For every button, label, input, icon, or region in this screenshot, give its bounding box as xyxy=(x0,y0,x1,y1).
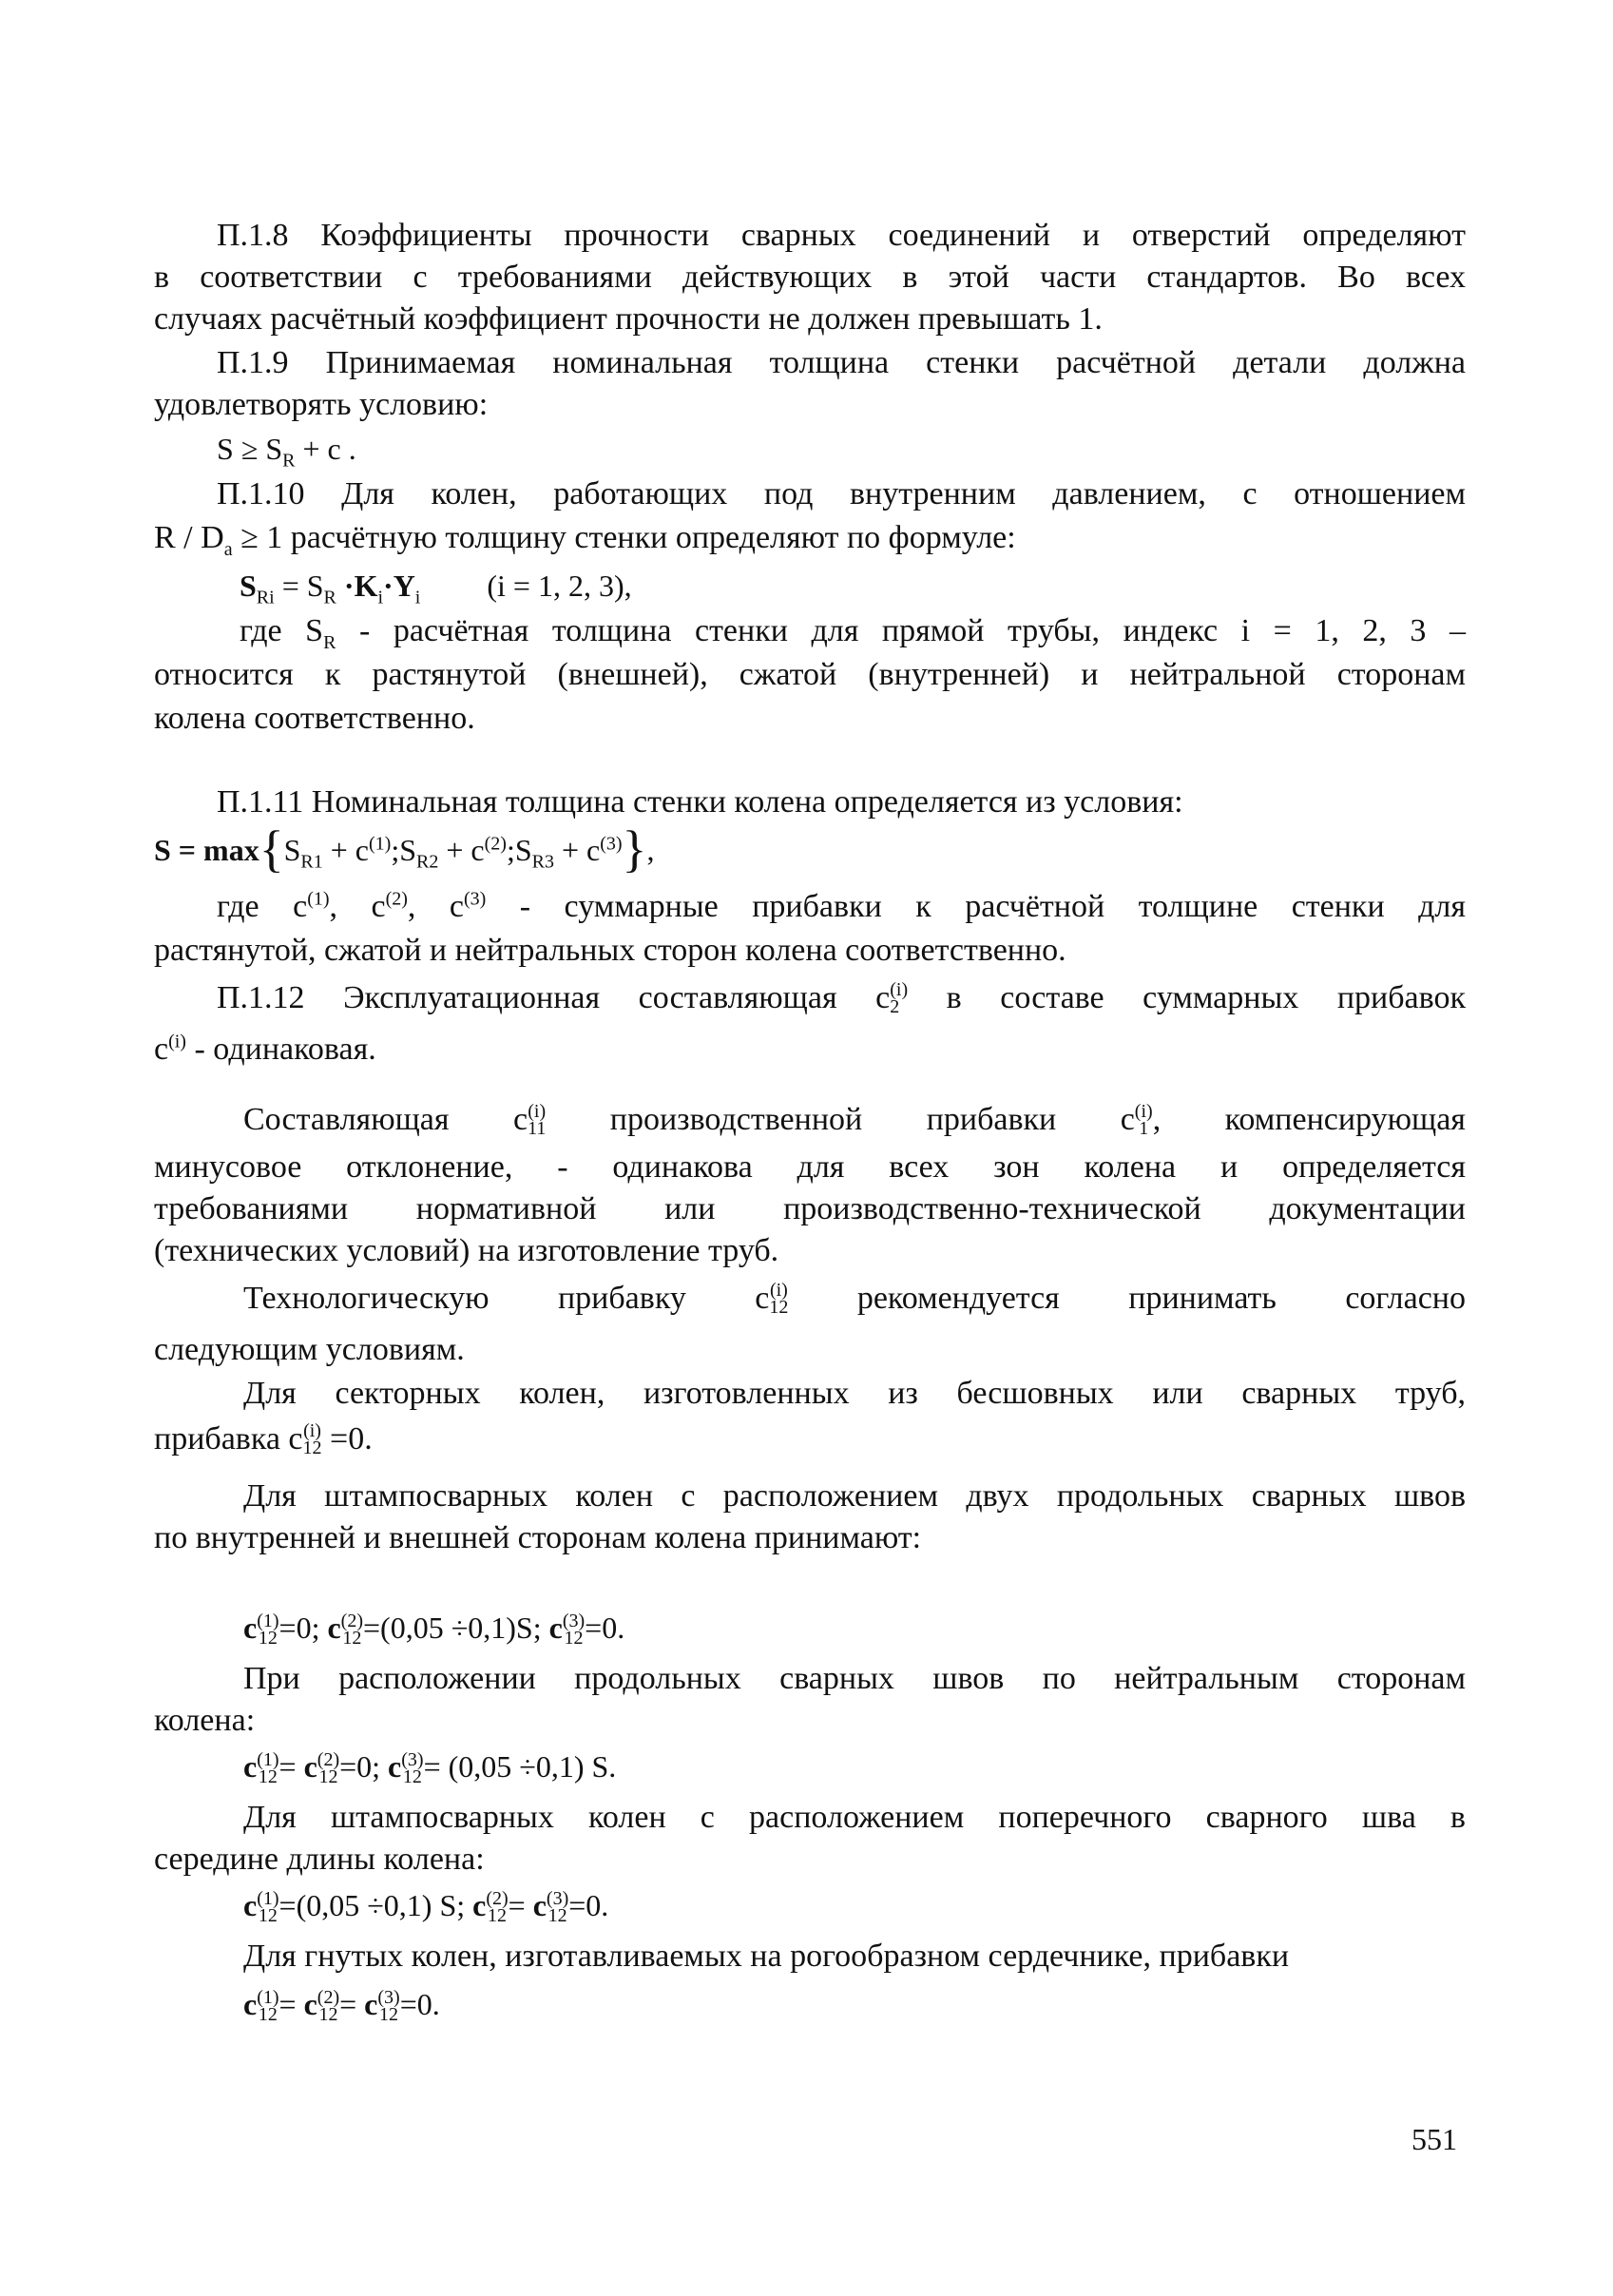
formula-stamp1: c (1) 12 =0; c (2) 12 =(0,05 ÷0,1)S; c (3) 12 =0. xyxy=(243,1610,625,1649)
formula-s-condition: $S \ge S_R + c$ . xyxy=(217,432,356,472)
para-1-10-line-1: П.1.10 Для колен, работающих под внутренним давлением, с отношением xyxy=(217,476,1466,511)
para-1-11-line-3: растянутой, сжатой и нейтральных сторон колена соответственно. xyxy=(154,933,1066,968)
para-component-line-3: требованиями нормативной или производственно-технической документации xyxy=(154,1191,1466,1226)
para-sector-line-2: прибавка c (i) 12 =0. xyxy=(154,1420,373,1459)
para-1-10-line-4: относится к растянутой (внешней), сжатой (внутренней) и нейтральной сторонам xyxy=(154,657,1466,692)
formula-s-max: $S = \max\{S_{R1}$ + $c^{(1)};S_{R2}$ + $c^{(2)};S_{R3} + c^{(3)}$}, xyxy=(154,820,655,878)
para-sector-line-1: Для секторных колен, изготовленных из бесшовных или сварных труб, xyxy=(243,1376,1466,1411)
para-1-10-line-5: колена соответственно. xyxy=(154,701,475,736)
para-1-10-line-3: где $S_R$ - расчётная толщина стенки для прямой трубы, индекс i = 1, 2, 3 – xyxy=(240,613,1466,653)
para-neutral-line-2: колена: xyxy=(154,1703,256,1738)
page-number: 551 xyxy=(1411,2122,1457,2156)
para-1-8-line-3: случаях расчётный коэффициент прочности не должен превышать 1. xyxy=(154,301,1103,337)
formula-bent: c (1) 12 = c (2) 12 = c (3) 12 =0. xyxy=(243,1986,440,2025)
para-component-line-1: Составляющая c (i) 11 производственной прибавки c (i) 1 , компенсирующая xyxy=(243,1101,1466,1140)
para-tech-line-1: Технологическую прибавку c (i) 12 рекомендуется принимать согласно xyxy=(243,1280,1466,1319)
formula-sri: $S_{Ri} = S_R \cdot K_i\cdot Y_i$ (i = 1, 2, 3), xyxy=(240,569,632,608)
formula-stamp2: c (1) 12 =(0,05 ÷0,1) S; c (2) 12 = c (3) 12 =0. xyxy=(243,1887,609,1926)
para-component-line-2: минусовое отклонение, - одинакова для всех зон колена и определяется xyxy=(154,1149,1466,1185)
para-stamp1-line-2: по внутренней и внешней сторонам колена принимают: xyxy=(154,1520,922,1555)
para-1-8-line-2: в соответствии с требованиями действующих в этой части стандартов. Во всех xyxy=(154,260,1466,295)
para-1-11-line-1: П.1.11 Номинальная толщина стенки колена определяется из условия: xyxy=(217,784,1183,820)
para-1-9-line-2: удовлетворять условию: xyxy=(154,387,489,422)
para-stamp2-line-2: середине длины колена: xyxy=(154,1842,485,1877)
para-1-12-line-1: П.1.12 Эксплуатационная составляющая c (i) 2 в составе суммарных прибавок xyxy=(217,979,1466,1018)
para-1-10-line-2: $R / D_a \ge 1$ расчётную толщину стенки определяют по формуле: xyxy=(154,520,1016,560)
para-component-line-4: (технических условий) на изготовление труб. xyxy=(154,1233,779,1268)
para-stamp1-line-1: Для штампосварных колен с расположением двух продольных сварных швов xyxy=(243,1478,1466,1514)
para-bent-line-1: Для гнутых колен, изготавливаемых на рогообразном сердечнике, прибавки xyxy=(243,1939,1290,1974)
formula-neutral: c (1) 12 = c (2) 12 =0; c (3) 12 = (0,05 ÷0,1) S. xyxy=(243,1748,617,1787)
para-1-8-line-1: П.1.8 Коэффициенты прочности сварных соединений и отверстий определяют xyxy=(217,218,1466,253)
para-stamp2-line-1: Для штампосварных колен с расположением поперечного сварного шва в xyxy=(243,1800,1466,1835)
para-1-9-line-1: П.1.9 Принимаемая номинальная толщина стенки расчётной детали должна xyxy=(217,345,1466,380)
para-neutral-line-1: При расположении продольных сварных швов по нейтральным сторонам xyxy=(243,1661,1466,1696)
para-tech-line-2: следующим условиям. xyxy=(154,1332,465,1367)
para-1-12-line-2: $c^{(i)}$ - одинаковая. xyxy=(154,1031,376,1067)
para-1-11-line-2: где $c^{(1)}$, $c^{(2)}$, $c^{(3)}$ - суммарные прибавки к расчётной толщине стенки для xyxy=(217,888,1467,924)
